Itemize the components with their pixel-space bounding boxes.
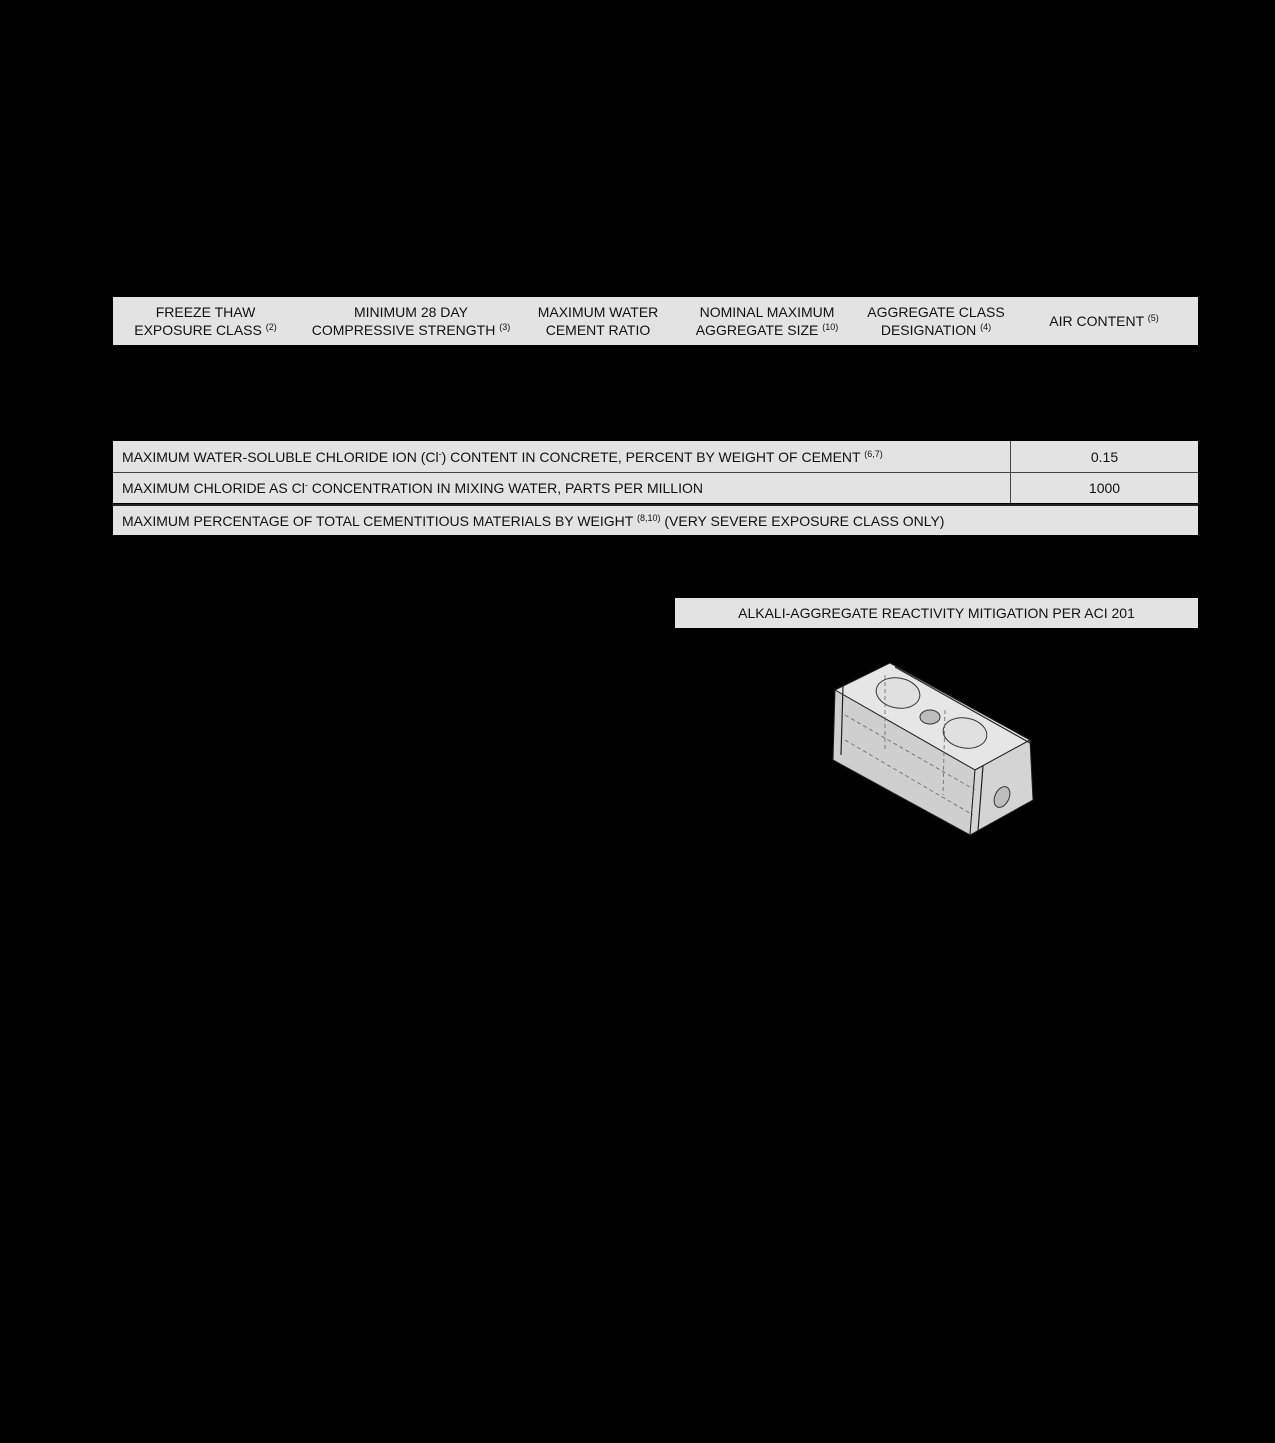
label-text: MAXIMUM CHLORIDE AS Cl — [122, 480, 305, 496]
label-text: MAXIMUM WATER-SOLUBLE CHLORIDE ION (Cl — [122, 448, 439, 465]
footnote-ref: (8,10) — [636, 512, 661, 523]
header-line: DESIGNATION — [880, 322, 977, 338]
header-line: AGGREGATE SIZE — [695, 322, 819, 338]
header-aggregate-class — [862, 297, 1010, 345]
header-line: EXPOSURE CLASS — [134, 322, 262, 338]
row-label — [113, 473, 1011, 503]
label-text: CONCENTRATION IN MIXING WATER, PARTS PER MILLION — [307, 480, 703, 496]
header-line: CEMENT RATIO — [545, 322, 651, 338]
row-value: 0.15 — [1090, 448, 1119, 465]
header-line: AIR CONTENT — [1049, 313, 1144, 329]
chloride-limits-table — [113, 441, 1198, 503]
label-text: MAXIMUM PERCENTAGE OF TOTAL CEMENTITIOUS MATERIALS BY WEIGHT — [122, 512, 637, 529]
ion-charge: - — [438, 448, 442, 459]
footnote-ref: (6,7) — [864, 448, 883, 459]
label-text: ) CONTENT IN CONCRETE, PERCENT BY WEIGHT OF CEMENT — [441, 448, 865, 465]
row-value: 1000 — [1088, 480, 1121, 496]
ion-charge: - — [304, 480, 308, 490]
header-line: MAXIMUM WATER — [537, 304, 659, 320]
header-line: COMPRESSIVE STRENGTH — [311, 322, 496, 338]
header-line: MINIMUM 28 DAY — [353, 304, 469, 320]
table-row — [113, 472, 1198, 503]
header-aggregate-size — [672, 297, 862, 345]
header-compressive-strength — [298, 297, 524, 345]
footnote-ref: (10) — [822, 322, 839, 332]
footnote-ref: (3) — [499, 322, 511, 332]
header-freeze-thaw — [113, 297, 298, 345]
footnote-ref: (5) — [1147, 313, 1159, 323]
footnote-ref: (2) — [265, 322, 277, 332]
header-line: NOMINAL MAXIMUM — [699, 304, 835, 320]
mix-requirements-header-table — [113, 297, 1198, 345]
header-line: AGGREGATE CLASS — [867, 304, 1005, 320]
cementitious-materials-row — [113, 504, 1198, 535]
header-air-content — [1010, 297, 1198, 345]
alkali-aggregate-header: ALKALI-AGGREGATE REACTIVITY MITIGATION PER ACI 201 — [675, 598, 1198, 628]
header-water-cement-ratio — [524, 297, 672, 345]
table-row — [113, 441, 1198, 472]
header-line: FREEZE THAW — [155, 304, 256, 320]
row-label — [113, 441, 1011, 472]
label-text: (VERY SEVERE EXPOSURE CLASS ONLY) — [660, 512, 945, 529]
concrete-block-illustration — [825, 655, 1040, 845]
footnote-ref: (4) — [980, 322, 992, 332]
top-hole-small — [920, 710, 940, 724]
